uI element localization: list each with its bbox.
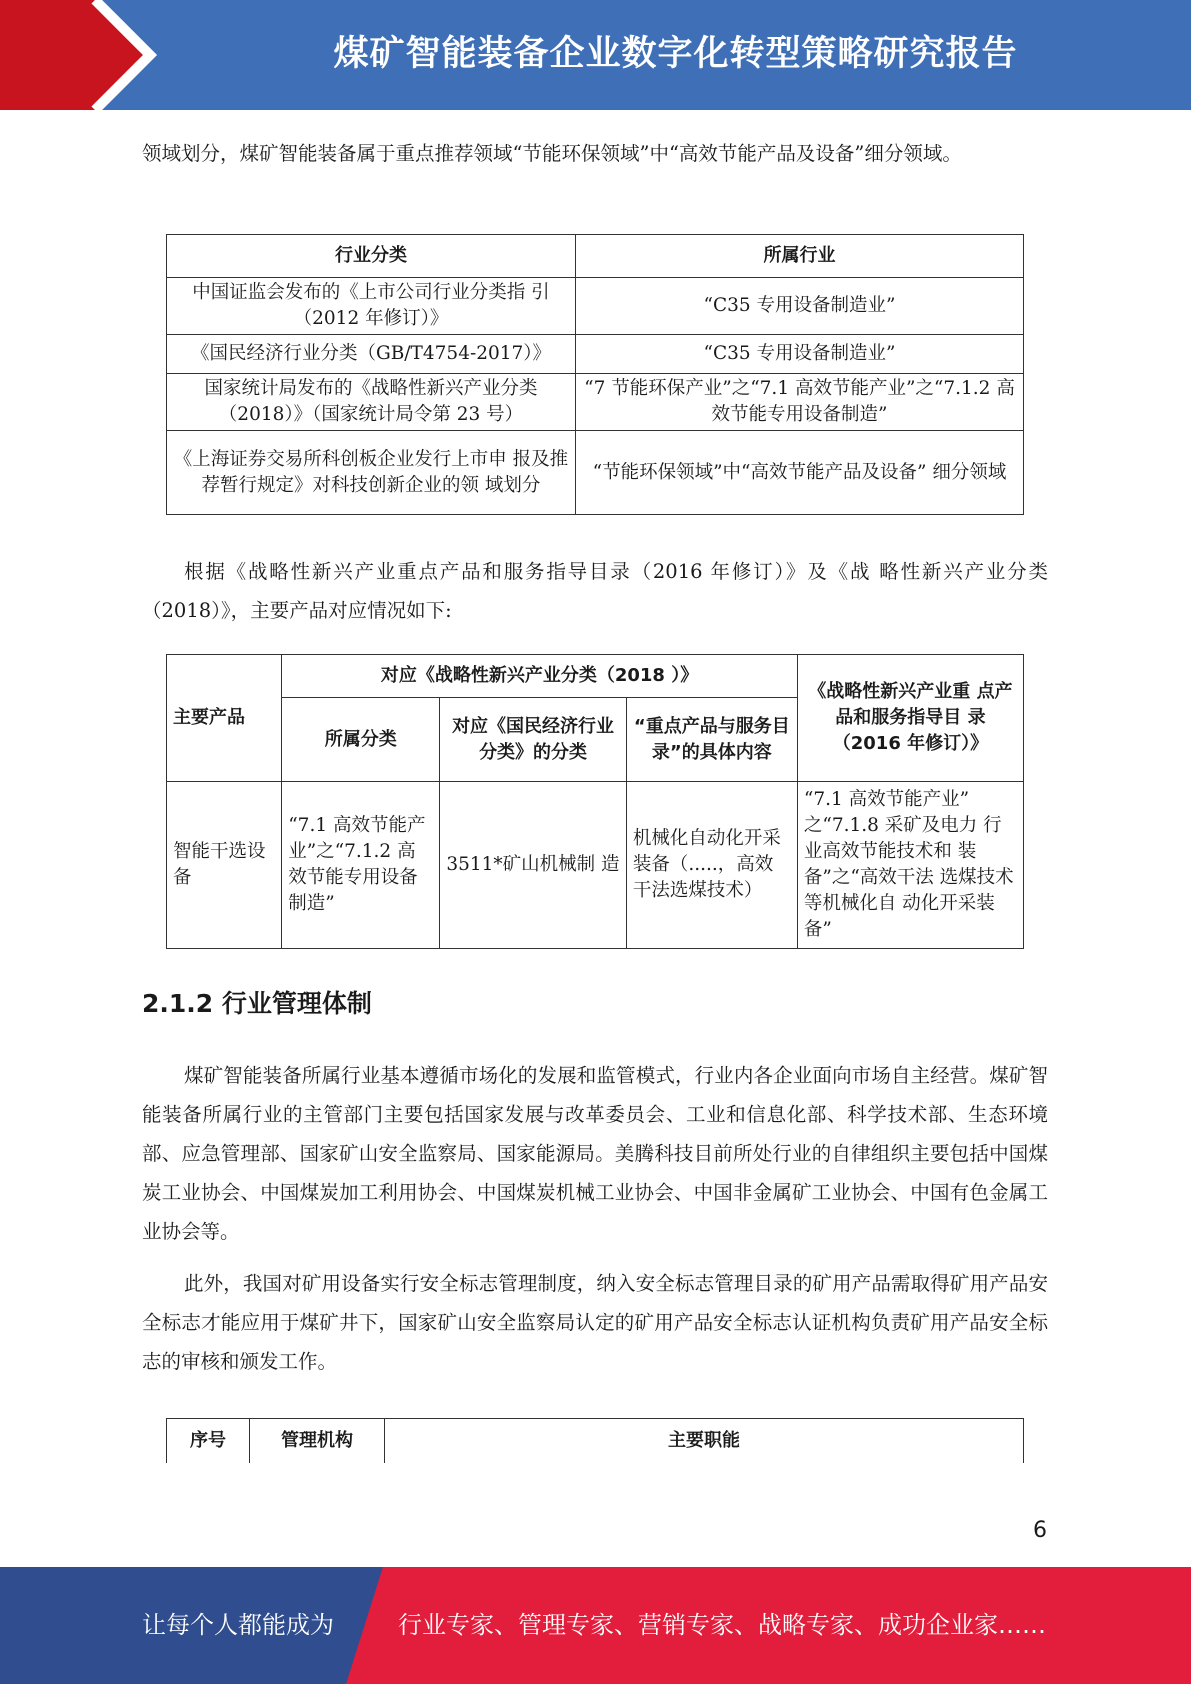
report-title: 煤矿智能装备企业数字化转型策略研究报告	[333, 34, 1018, 74]
table-row	[167, 431, 1024, 515]
product-mapping-table	[166, 654, 1024, 949]
table2-header-category: 所属分类	[282, 698, 440, 782]
table-cell-product: 智能干选设备	[167, 782, 282, 949]
table-cell: “C35 专用设备制造业”	[576, 278, 1024, 335]
table2-header-directory: 《战略性新兴产业重 点产品和服务指导目 录（2016 年修订）》	[797, 655, 1023, 782]
table-cell: “C35 专用设备制造业”	[576, 335, 1024, 374]
page-header	[0, 0, 1191, 110]
section-heading: 2.1.2 行业管理体制	[142, 989, 372, 1018]
table-cell: “节能环保领域”中“高效节能产品及设备” 细分领域	[576, 431, 1024, 515]
table-cell: 国家统计局发布的《战略性新兴产业分类（2018）》（国家统计局令第 23 号）	[167, 374, 576, 431]
table-cell-content: 机械化自动化开采装备（.....，高效干法选煤技术）	[626, 782, 797, 949]
table1-header-classification: 行业分类	[167, 235, 576, 278]
table-cell: 《上海证券交易所科创板企业发行上市申 报及推荐暂行规定》对科技创新企业的领 域划分	[167, 431, 576, 515]
table1-header-industry: 所属行业	[576, 235, 1024, 278]
paragraph-3: 煤矿智能装备所属行业基本遵循市场化的发展和监管模式，行业内各企业面向市场自主经营。煤矿智能装备所属行业的主管部门主要包括国家发展与改革委员会、工业和信息化部、科学技术部、生态环境部、应急管理部、国家矿山安全监察局、国家能源局。美腾科技目前所处行业的自律组织主要包括中国煤炭工业协会、中国煤炭加工利用协会、中国煤炭机械工业协会、中国非金属矿工业协会、中国有色金属工业协会等。	[142, 1064, 1048, 1243]
table-row	[167, 782, 1024, 949]
footer-slogan-right: 行业专家、管理专家、营销专家、战略专家、成功企业家……	[398, 1611, 1046, 1639]
table-cell-directory: “7.1 高效节能产业” 之“7.1.8 采矿及电力 行业高效节能技术和 装备”之“高效干法 选煤技术等机械化自 动化开采装备”	[797, 782, 1023, 949]
table3-header-index: 序号	[167, 1419, 250, 1464]
page-number: 6	[1033, 1518, 1047, 1543]
table-cell: 《国民经济行业分类（GB/T4754-2017）》	[167, 335, 576, 374]
table3-header-function: 主要职能	[385, 1419, 1024, 1464]
paragraph-1: 领域划分，煤矿智能装备属于重点推荐领域“节能环保领域”中“高效节能产品及设备”细分领域。	[142, 142, 962, 165]
table-cell-national: 3511*矿山机械制 造	[440, 782, 627, 949]
table2-header-main-product: 主要产品	[167, 655, 282, 782]
page-footer	[0, 1567, 1191, 1684]
footer-slogan-left: 让每个人都能成为	[142, 1611, 334, 1639]
table-row	[167, 374, 1024, 431]
table2-header-content: “重点产品与服务目录”的具体内容	[626, 698, 797, 782]
table-row	[167, 278, 1024, 335]
table-row	[167, 335, 1024, 374]
industry-classification-table	[166, 234, 1024, 515]
table2-header-national: 对应《国民经济行业分类》的分类	[440, 698, 627, 782]
table-cell: 中国证监会发布的《上市公司行业分类指 引（2012 年修订）》	[167, 278, 576, 335]
paragraph-2: 根据《战略性新兴产业重点产品和服务指导目录（2016 年修订）》及《战 略性新兴产业分类（2018）》，主要产品对应情况如下:	[142, 560, 1048, 622]
table3-header-agency: 管理机构	[250, 1419, 385, 1464]
table-cell: “7 节能环保产业”之“7.1 高效节能产业”之“7.1.2 高效节能专用设备制造”	[576, 374, 1024, 431]
paragraph-4: 此外，我国对矿用设备实行安全标志管理制度，纳入安全标志管理目录的矿用产品需取得矿用产品安全标志才能应用于煤矿井下，国家矿山安全监察局认定的矿用产品安全标志认证机构负责矿用产品安全标志的审核和颁发工作。	[142, 1272, 1048, 1373]
table2-header-group: 对应《战略性新兴产业分类（2018 ）》	[282, 655, 798, 698]
table-cell-category: “7.1 高效节能产业”之“7.1.2 高效节能专用设备制造”	[282, 782, 440, 949]
management-agencies-table	[166, 1418, 1024, 1463]
